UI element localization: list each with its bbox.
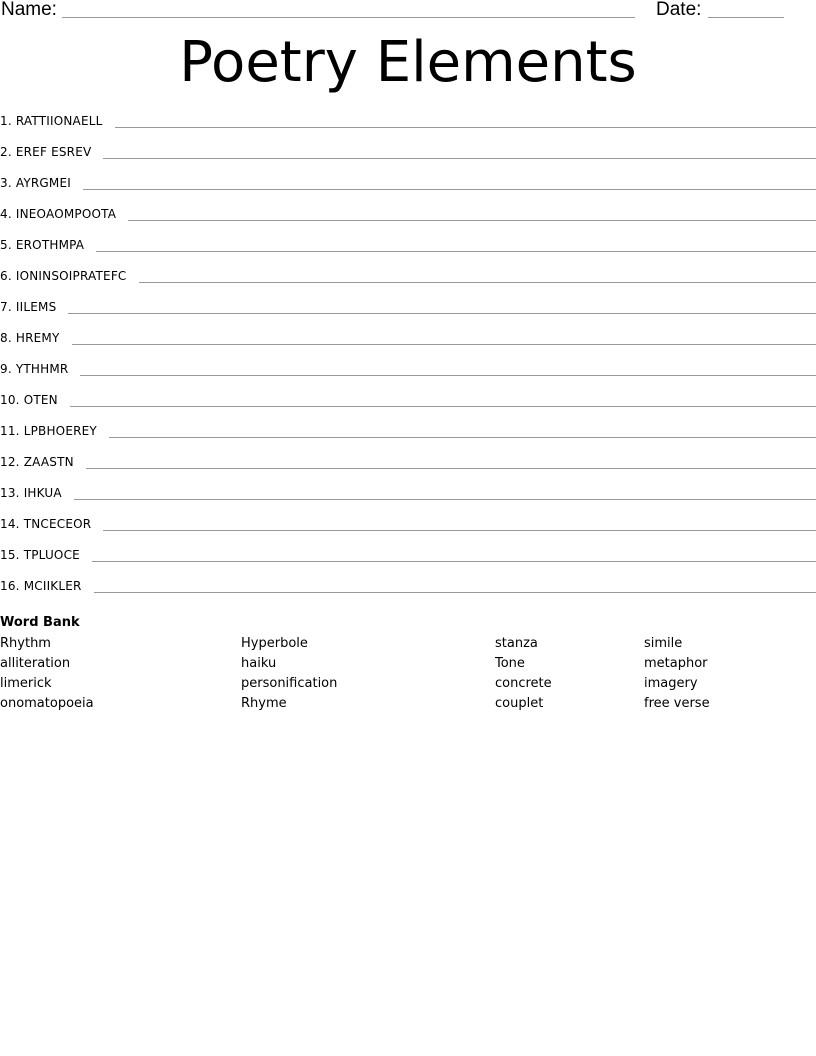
word-bank-title: Word Bank (0, 615, 80, 630)
word-bank-item: couplet (495, 696, 544, 711)
clue-row (0, 265, 816, 296)
answer-line[interactable] (109, 420, 816, 438)
name-field[interactable] (62, 17, 635, 18)
clue-row (0, 575, 816, 606)
scrambled-word: 16. MCIIKLER (0, 579, 82, 593)
word-bank-item: imagery (644, 676, 698, 691)
answer-line[interactable] (94, 575, 816, 593)
word-bank-item: Rhythm (0, 636, 51, 651)
word-bank-item: free verse (644, 696, 710, 711)
answer-line[interactable] (68, 296, 816, 314)
word-bank-item: metaphor (644, 656, 708, 671)
answer-line[interactable] (103, 141, 816, 159)
date-field[interactable] (708, 17, 784, 18)
date-label: Date: (656, 0, 702, 20)
clue-row (0, 110, 816, 141)
clue-row (0, 234, 816, 265)
worksheet-header (0, 0, 816, 22)
clue-list (0, 110, 816, 606)
scrambled-word: 9. YTHHMR (0, 362, 69, 376)
word-bank-item: limerick (0, 676, 52, 691)
scrambled-word: 3. AYRGMEI (0, 176, 71, 190)
answer-line[interactable] (80, 358, 816, 376)
word-bank-item: personification (241, 676, 338, 691)
clue-row (0, 420, 816, 451)
word-bank-item: onomatopoeia (0, 696, 94, 711)
clue-row (0, 544, 816, 575)
scrambled-word: 6. IONINSOIPRATEFC (0, 269, 127, 283)
clue-row (0, 141, 816, 172)
scrambled-word: 4. INEOAOMPOOTA (0, 207, 117, 221)
page-title: Poetry Elements (179, 30, 637, 95)
answer-line[interactable] (139, 265, 816, 283)
scrambled-word: 11. LPBHOEREY (0, 424, 97, 438)
scrambled-word: 12. ZAASTN (0, 455, 74, 469)
clue-row (0, 482, 816, 513)
name-label: Name: (1, 0, 57, 20)
answer-line[interactable] (92, 544, 816, 562)
answer-line[interactable] (115, 110, 816, 128)
answer-line[interactable] (96, 234, 816, 252)
clue-row (0, 513, 816, 544)
word-bank-item: stanza (495, 636, 538, 651)
scrambled-word: 10. OTEN (0, 393, 58, 407)
answer-line[interactable] (128, 203, 816, 221)
scrambled-word: 15. TPLUOCE (0, 548, 80, 562)
scrambled-word: 7. IILEMS (0, 300, 57, 314)
answer-line[interactable] (86, 451, 816, 469)
clue-row (0, 327, 816, 358)
scrambled-word: 5. EROTHMPA (0, 238, 85, 252)
clue-row (0, 358, 816, 389)
scrambled-word: 1. RATTIIONAELL (0, 114, 103, 128)
word-bank-item: alliteration (0, 656, 71, 671)
scrambled-word: 13. IHKUA (0, 486, 62, 500)
word-bank (0, 634, 816, 714)
word-bank-item: Hyperbole (241, 636, 308, 651)
word-bank-item: simile (644, 636, 683, 651)
answer-line[interactable] (74, 482, 816, 500)
word-bank-item: concrete (495, 676, 552, 691)
word-bank-item: Rhyme (241, 696, 287, 711)
clue-row (0, 172, 816, 203)
answer-line[interactable] (70, 389, 816, 407)
answer-line[interactable] (83, 172, 816, 190)
answer-line[interactable] (103, 513, 816, 531)
word-bank-item: Tone (495, 656, 525, 671)
word-bank-item: haiku (241, 656, 277, 671)
clue-row (0, 389, 816, 420)
clue-row (0, 296, 816, 327)
answer-line[interactable] (72, 327, 816, 345)
clue-row (0, 451, 816, 482)
scrambled-word: 8. HREMY (0, 331, 60, 345)
clue-row (0, 203, 816, 234)
scrambled-word: 2. EREF ESREV (0, 145, 92, 159)
scrambled-word: 14. TNCECEOR (0, 517, 92, 531)
